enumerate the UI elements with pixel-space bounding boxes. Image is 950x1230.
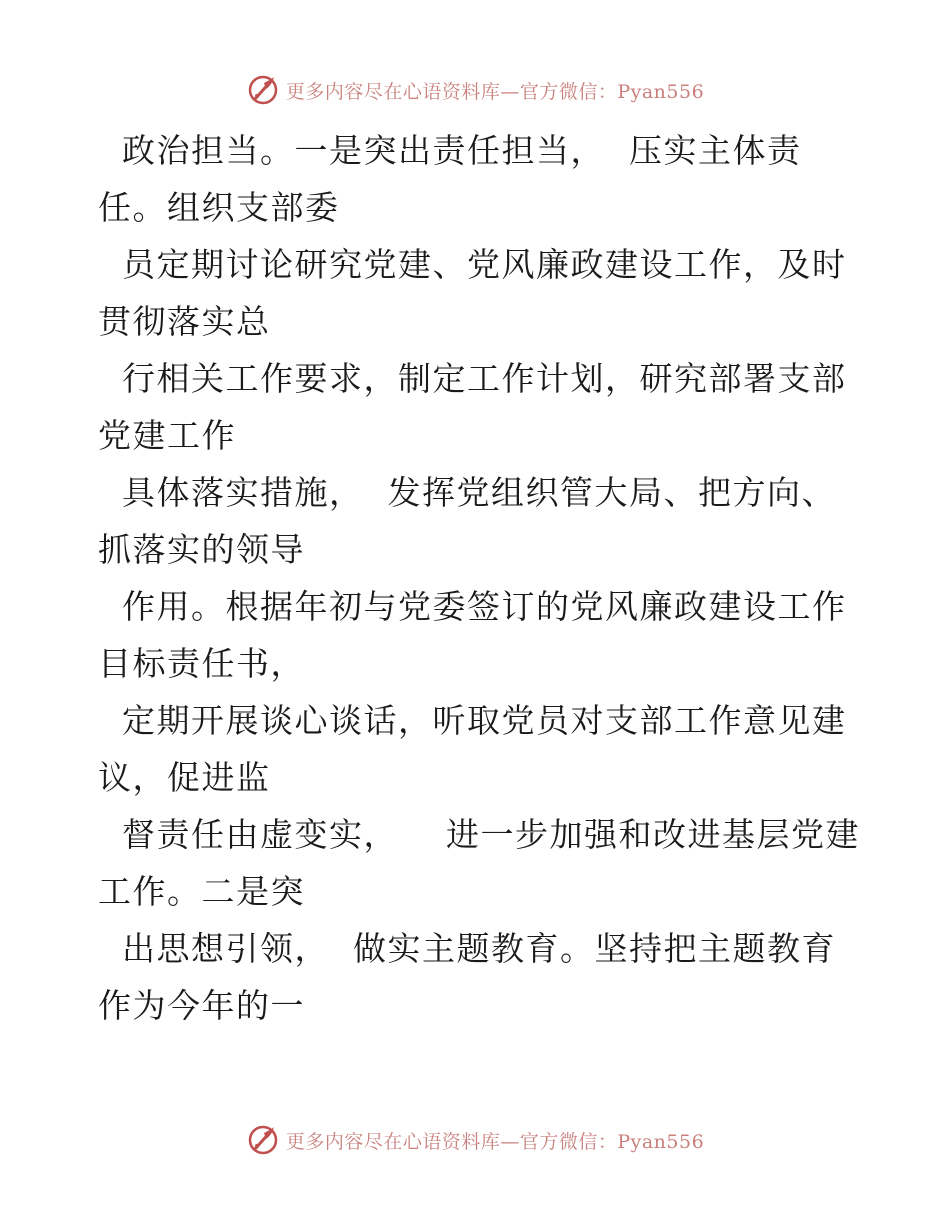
body-line: 政治担当。一是突出责任担当， 压实主体责: [98, 131, 802, 170]
header-banner-text: 更多内容尽在心语资料库—官方微信：Pyan556: [285, 80, 705, 103]
body-line: 作为今年的一: [98, 986, 305, 1025]
header-banner: [0, 70, 950, 110]
body-line: 目标责任书，: [98, 644, 305, 683]
document-body: [98, 122, 858, 1034]
feather-pen-logo-icon: [246, 1123, 280, 1157]
body-line: 贯彻落实总: [98, 302, 271, 341]
body-line: 党建工作: [98, 416, 236, 455]
body-line: 抓落实的领导: [98, 530, 305, 569]
body-line: 任。组织支部委: [98, 188, 340, 227]
body-line: 具体落实措施， 发挥党组织管大局、把方向、: [98, 473, 836, 512]
feather-pen-logo-icon: [246, 73, 280, 107]
body-line: 出思想引领， 做实主题教育。坚持把主题教育: [98, 929, 836, 968]
footer-banner: [0, 1120, 950, 1160]
body-line: 作用。根据年初与党委签订的党风廉政建设工作: [98, 587, 847, 626]
body-line: 行相关工作要求，制定工作计划，研究部署支部: [98, 359, 847, 398]
footer-banner-text: 更多内容尽在心语资料库—官方微信：Pyan556: [285, 1130, 705, 1153]
body-line: 工作。二是突: [98, 872, 305, 911]
body-line: 员定期讨论研究党建、党风廉政建设工作，及时: [98, 245, 847, 284]
body-line: 督责任由虚变实， 进一步加强和改进基层党建: [98, 815, 860, 854]
body-line: 议，促进监: [98, 758, 271, 797]
body-line: 定期开展谈心谈话，听取党员对支部工作意见建: [98, 701, 847, 740]
